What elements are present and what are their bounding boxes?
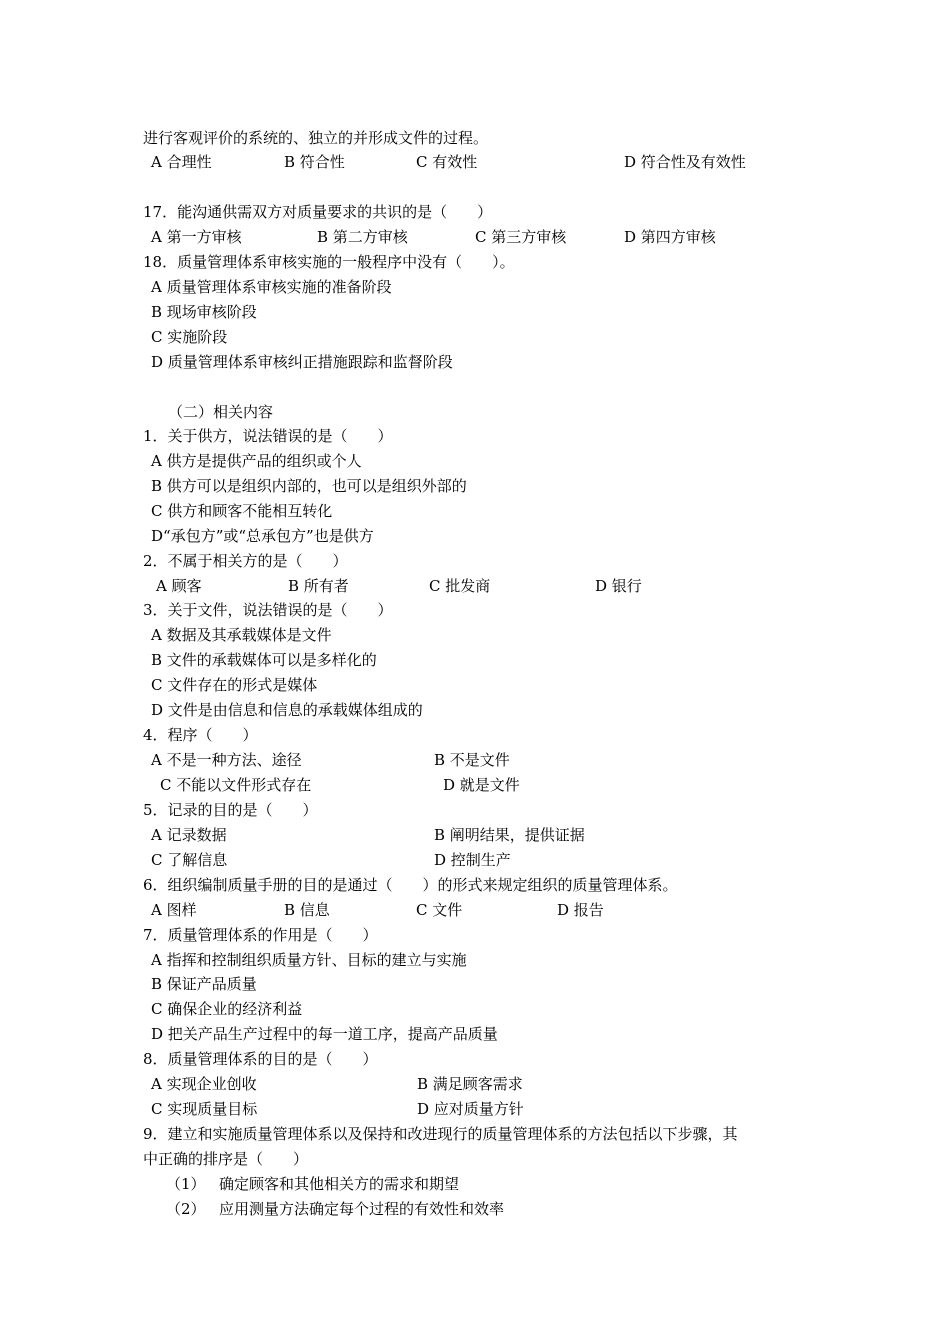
- q16-option-b: B 符合性: [284, 153, 345, 171]
- section-heading: （二）相关内容: [168, 403, 274, 421]
- q17-option-c: C 第三方审核: [475, 228, 567, 246]
- q1-option-c: C 供方和顾客不能相互转化: [151, 502, 333, 520]
- question-1: 1．关于供方，说法错误的是（ ）: [143, 427, 393, 445]
- q8-option-b: B 满足顾客需求: [417, 1075, 523, 1093]
- q17-option-d: D 第四方审核: [624, 228, 716, 246]
- question-7: 7．质量管理体系的作用是（ ）: [143, 926, 378, 944]
- q8-option-c: C 实现质量目标: [151, 1100, 258, 1118]
- q17-option-a: A 第一方审核: [151, 228, 242, 246]
- q18-option-a: A 质量管理体系审核实施的准备阶段: [151, 278, 392, 296]
- question-18: 18．质量管理体系审核实施的一般程序中没有（ ）。: [143, 253, 515, 271]
- q18-option-c: C 实施阶段: [151, 328, 228, 346]
- q3-option-d: D 文件是由信息和信息的承载媒体组成的: [151, 701, 423, 719]
- q4-option-c: C 不能以文件形式存在: [160, 776, 312, 794]
- intro-text: 进行客观评价的系统的、独立的并形成文件的过程。: [143, 129, 489, 147]
- q18-option-d: D 质量管理体系审核纠正措施跟踪和监督阶段: [151, 353, 453, 371]
- q7-option-c: C 确保企业的经济利益: [151, 1000, 303, 1018]
- q9-step-2-text: 应用测量方法确定每个过程的有效性和效率: [219, 1200, 505, 1218]
- q2-option-d: D 银行: [595, 577, 642, 595]
- q2-option-a: A 顾客: [156, 577, 202, 595]
- q3-option-c: C 文件存在的形式是媒体: [151, 676, 318, 694]
- question-17: 17．能沟通供需双方对质量要求的共识的是（ ）: [143, 203, 493, 221]
- q18-option-b: B 现场审核阶段: [151, 303, 257, 321]
- q16-option-a: A 合理性: [151, 153, 212, 171]
- q3-option-b: B 文件的承载媒体可以是多样化的: [151, 651, 377, 669]
- q5-option-c: C 了解信息: [151, 851, 228, 869]
- q1-option-a: A 供方是提供产品的组织或个人: [151, 452, 362, 470]
- q4-option-d: D 就是文件: [443, 776, 520, 794]
- question-2: 2．不属于相关方的是（ ）: [143, 552, 348, 570]
- question-4: 4．程序（ ）: [143, 726, 258, 744]
- q7-option-d: D 把关产品生产过程中的每一道工序，提高产品质量: [151, 1025, 498, 1043]
- question-3: 3．关于文件，说法错误的是（ ）: [143, 601, 393, 619]
- q8-option-d: D 应对质量方针: [417, 1100, 524, 1118]
- q9-step-1-text: 确定顾客和其他相关方的需求和期望: [219, 1175, 460, 1193]
- question-6: 6．组织编制质量手册的目的是通过（ ）的形式来规定组织的质量管理体系。: [143, 876, 678, 894]
- q2-option-c: C 批发商: [429, 577, 491, 595]
- question-9-line2: 中正确的排序是（ ）: [143, 1150, 309, 1168]
- q9-step-2-num: （2）: [166, 1200, 206, 1218]
- q6-option-b: B 信息: [284, 901, 330, 919]
- q16-option-c: C 有效性: [416, 153, 478, 171]
- q5-option-a: A 记录数据: [151, 826, 227, 844]
- question-9-line1: 9．建立和实施质量管理体系以及保持和改进现行的质量管理体系的方法包括以下步骤，其: [143, 1125, 738, 1143]
- q16-option-d: D 符合性及有效性: [624, 153, 746, 171]
- q6-option-c: C 文件: [416, 901, 463, 919]
- q1-option-b: B 供方可以是组织内部的，也可以是组织外部的: [151, 477, 467, 495]
- q4-option-b: B 不是文件: [434, 751, 510, 769]
- q9-step-1-num: （1）: [166, 1175, 206, 1193]
- question-5: 5．记录的目的是（ ）: [143, 801, 318, 819]
- q4-option-a: A 不是一种方法、途径: [151, 751, 302, 769]
- q7-option-b: B 保证产品质量: [151, 975, 257, 993]
- q6-option-a: A 图样: [151, 901, 197, 919]
- q8-option-a: A 实现企业创收: [151, 1075, 257, 1093]
- q5-option-b: B 阐明结果，提供证据: [434, 826, 585, 844]
- q1-option-d: D“承包方”或“总承包方”也是供方: [151, 527, 374, 545]
- q17-option-b: B 第二方审核: [317, 228, 408, 246]
- q3-option-a: A 数据及其承载媒体是文件: [151, 626, 332, 644]
- q5-option-d: D 控制生产: [434, 851, 511, 869]
- q2-option-b: B 所有者: [288, 577, 349, 595]
- q6-option-d: D 报告: [557, 901, 604, 919]
- question-8: 8．质量管理体系的目的是（ ）: [143, 1050, 378, 1068]
- q7-option-a: A 指挥和控制组织质量方针、目标的建立与实施: [151, 951, 467, 969]
